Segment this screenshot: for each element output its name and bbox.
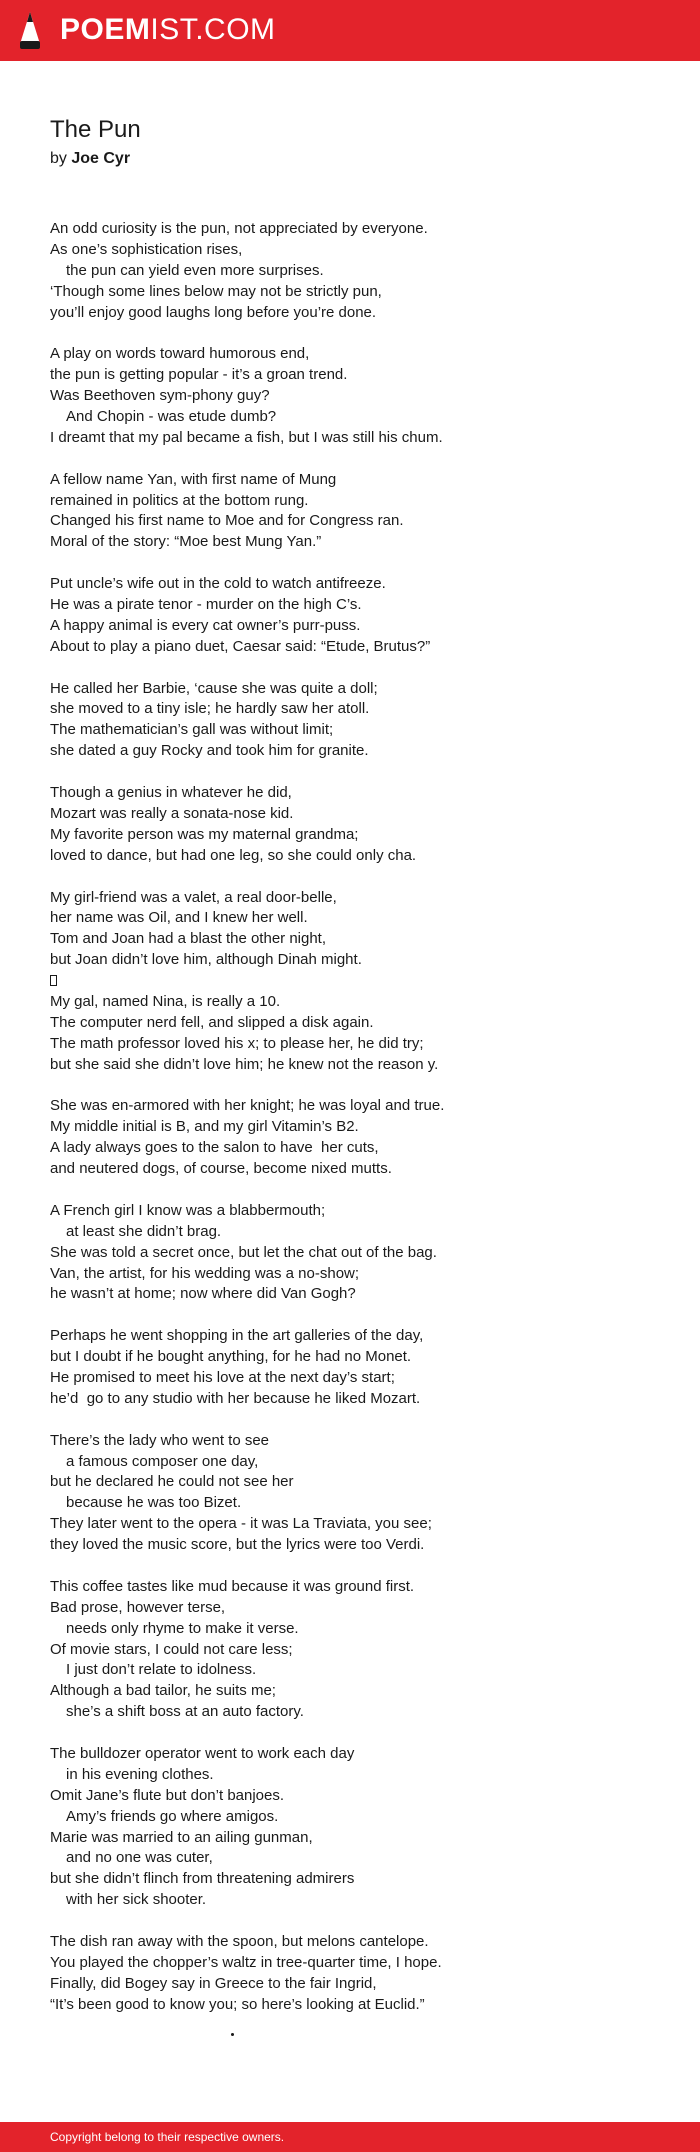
stanza <box>50 1744 650 1911</box>
poem-line: My favorite person was my maternal grandma; <box>50 825 359 843</box>
poem-line: The dish ran away with the spoon, but melons cantelope. <box>50 1933 429 1951</box>
poem-line: Perhaps he went shopping in the art galleries of the day, <box>50 1327 424 1345</box>
by-label: by <box>50 150 67 167</box>
stanza <box>50 1932 650 2016</box>
poem-line: He called her Barbie, ‘cause she was quite a doll; <box>50 679 378 697</box>
poem-line: with her sick shooter. <box>66 1891 207 1909</box>
poem-line: And Chopin - was etude dumb? <box>66 408 277 426</box>
poem-line: loved to dance, but had one leg, so she could only cha. <box>50 846 417 864</box>
poem-line: and neutered dogs, of course, become nixed mutts. <box>50 1160 392 1178</box>
poem-line: She was en-armored with her knight; he was loyal and true. <box>50 1097 445 1115</box>
poem-line: My gal, named Nina, is really a 10. <box>50 992 281 1010</box>
poem-line: Tom and Joan had a blast the other night, <box>50 930 327 948</box>
stanza <box>50 783 650 867</box>
stanza <box>50 574 650 658</box>
poem-line: ‘Though some lines below may not be strictly pun, <box>50 282 382 300</box>
site-header <box>0 0 700 61</box>
poem-line: Finally, did Bogey say in Greece to the fair Ingrid, <box>50 1974 377 1992</box>
poem-line: Omit Jane’s flute but don’t banjoes. <box>50 1786 285 1804</box>
stanza <box>50 219 650 323</box>
poem-line: “It’s been good to know you; so here’s looking at Euclid.” <box>50 1995 425 2013</box>
poem-line: he wasn’t at home; now where did Van Gogh? <box>50 1285 356 1303</box>
poem-line: and no one was cuter, <box>66 1849 213 1867</box>
poem-line: A French girl I know was a blabbermouth; <box>50 1201 326 1219</box>
poem-line: There’s the lady who went to see <box>50 1431 270 1449</box>
poem-line: Though a genius in whatever he did, <box>50 784 292 802</box>
poem-line: remained in politics at the bottom rung. <box>50 491 309 509</box>
poem-line: The computer nerd fell, and slipped a disk again. <box>50 1013 374 1031</box>
poem-line: the pun is getting popular - it’s a groan trend. <box>50 366 348 384</box>
pen-nib-logo-icon[interactable] <box>16 10 44 51</box>
stanza <box>50 679 650 763</box>
poem-line: Amy’s friends go where amigos. <box>66 1807 279 1825</box>
poem-line: Although a bad tailor, he suits me; <box>50 1682 276 1700</box>
poem-line: My girl-friend was a valet, a real door-belle, <box>50 888 337 906</box>
poem-line: They later went to the opera - it was La Traviata, you see; <box>50 1515 432 1533</box>
stanza <box>50 1431 650 1556</box>
poem-line: You played the chopper’s waltz in tree-quarter time, I hope. <box>50 1953 442 1971</box>
logo-rest-text: IST.COM <box>150 13 276 46</box>
end-dot <box>231 2033 234 2036</box>
poem-line: This coffee tastes like mud because it was ground first. <box>50 1577 415 1595</box>
poem-line: She was told a secret once, but let the chat out of the bag. <box>50 1243 437 1261</box>
poem-line: An odd curiosity is the pun, not appreciated by everyone. <box>50 220 428 237</box>
stanza <box>50 1201 650 1305</box>
poem-line: Was Beethoven sym-phony guy? <box>50 387 270 405</box>
poem-line: About to play a piano duet, Caesar said: “Etude, Brutus?” <box>50 637 431 655</box>
poem-line: Put uncle’s wife out in the cold to watch antifreeze. <box>50 575 386 593</box>
poem-line: they loved the music score, but the lyrics were too Verdi. <box>50 1536 425 1554</box>
stanza <box>50 344 650 448</box>
poem-line: a famous composer one day, <box>66 1452 259 1470</box>
stanza <box>50 888 650 1076</box>
site-logo[interactable] <box>60 12 276 48</box>
poem-line: the pun can yield even more surprises. <box>66 261 324 279</box>
poem-line: I dreamt that my pal became a fish, but I was still his chum. <box>50 428 443 446</box>
poem-line: Changed his first name to Moe and for Congress ran. <box>50 512 404 530</box>
poem-line: she moved to a tiny isle; he hardly saw her atoll. <box>50 700 370 718</box>
poem-line: Marie was married to an ailing gunman, <box>50 1828 313 1846</box>
poem-line: He was a pirate tenor - murder on the high C’s. <box>50 596 362 614</box>
poem-line: at least she didn’t brag. <box>66 1222 222 1240</box>
poem-line: Van, the artist, for his wedding was a no-show; <box>50 1264 360 1282</box>
poem-line: The math professor loved his x; to please her, he did try; <box>50 1034 424 1052</box>
copyright-text: Copyright belong to their respective owners. <box>50 2130 285 2144</box>
author-name: Joe Cyr <box>71 150 131 167</box>
poem-line: Mozart was really a sonata-nose kid. <box>50 804 294 822</box>
poem-line: because he was too Bizet. <box>66 1494 242 1512</box>
poem-line: she dated a guy Rocky and took him for granite. <box>50 742 369 760</box>
poem-line: A play on words toward humorous end, <box>50 345 310 363</box>
poem-line: Moral of the story: “Moe best Mung Yan.” <box>50 533 322 551</box>
poem-line: The mathematician’s gall was without limit; <box>50 721 334 739</box>
poem-line: her name was Oil, and I knew her well. <box>50 909 308 927</box>
poem-line: The bulldozer operator went to work each day <box>50 1745 355 1763</box>
poem-line: but Joan didn’t love him, although Dinah might. <box>50 951 362 969</box>
poem-line: but I doubt if he bought anything, for he had no Monet. <box>50 1348 412 1366</box>
poem-line: He promised to meet his love at the next day’s start; <box>50 1368 395 1386</box>
poem-line: in his evening clothes. <box>66 1765 214 1783</box>
poem-body <box>50 219 650 2036</box>
poem-line: I just don’t relate to idolness. <box>66 1661 257 1679</box>
missing-glyph-icon <box>50 975 57 986</box>
poem-line <box>50 971 650 992</box>
poem-line: As one’s sophistication rises, <box>50 240 243 258</box>
poem-line: Of movie stars, I could not care less; <box>50 1640 293 1658</box>
stanza <box>50 1096 650 1180</box>
poem-line: A happy animal is every cat owner’s purr-puss. <box>50 616 361 634</box>
poem-line: she’s a shift boss at an auto factory. <box>66 1703 304 1721</box>
poem-heading <box>50 114 650 170</box>
poem-line: Bad prose, however terse, <box>50 1598 226 1616</box>
poem-line: he’d go to any studio with her because he liked Mozart. <box>50 1389 421 1407</box>
stanza <box>50 1326 650 1410</box>
poem-title: The Pun <box>50 116 141 143</box>
byline <box>50 148 650 170</box>
poem-line: but she said she didn’t love him; he knew not the reason y. <box>50 1055 439 1073</box>
poem-line: but she didn’t flinch from threatening admirers <box>50 1870 355 1888</box>
poem-line: you’ll enjoy good laughs long before you’re done. <box>50 303 377 321</box>
poem-line: needs only rhyme to make it verse. <box>66 1619 299 1637</box>
site-footer <box>0 2122 700 2152</box>
stanza <box>50 470 650 554</box>
logo-bold-text: POEM <box>60 13 151 46</box>
poem-line: My middle initial is B, and my girl Vitamin’s B2. <box>50 1118 359 1136</box>
stanza <box>50 1577 650 1723</box>
poem-line: A lady always goes to the salon to have her cuts, <box>50 1139 379 1157</box>
poem-line: but he declared he could not see her <box>50 1473 294 1491</box>
poem-line: A fellow name Yan, with first name of Mung <box>50 470 337 488</box>
